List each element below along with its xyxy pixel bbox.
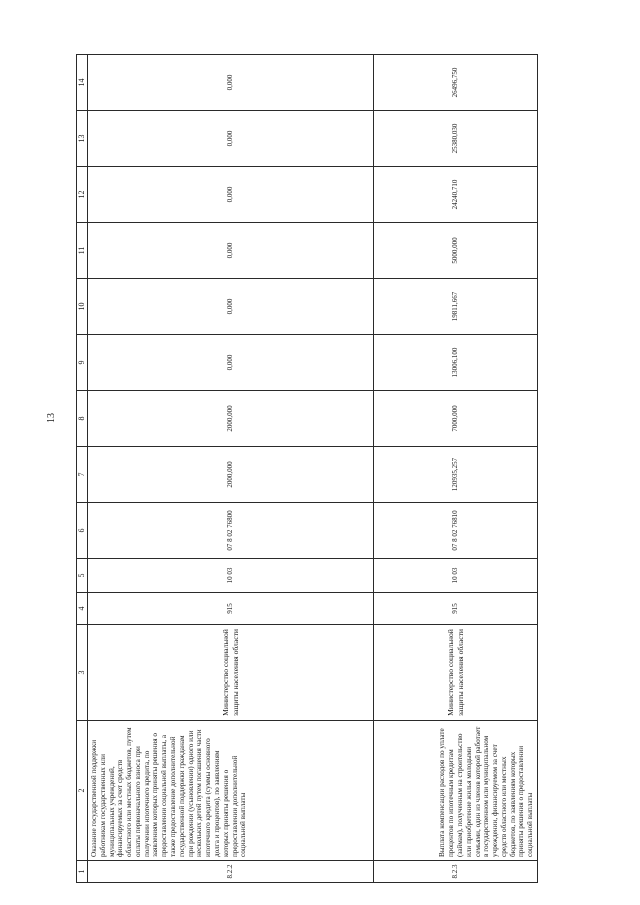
cell-c7: 2000,000 <box>88 447 374 503</box>
cell-c5: 10 03 <box>88 559 374 593</box>
cell-c11: 0,000 <box>88 223 374 279</box>
column-header: 10 <box>77 279 88 335</box>
column-header: 11 <box>77 223 88 279</box>
header-row <box>77 55 88 883</box>
row-code: 8.2.3 <box>374 861 538 883</box>
cell-c5: 10 03 <box>374 559 538 593</box>
column-header: 5 <box>77 559 88 593</box>
column-header: 12 <box>77 167 88 223</box>
column-header: 14 <box>77 55 88 111</box>
row-description: Оказание государственной поддержки работникам государственных или муниципальных учреждений, финансируемых за счет средств областного или местных бюджетов, путем оплаты первоначального взноса при получении ипотечного кредита, по заявлениям которых приняты решения о предоставлении социальной выплаты, а также предоставление дополнительной государственной поддержки гражданам при рождении (усыновлении) одного или нескольких детей путем погашения части ипотечного кредита (суммы основного долга и процентов), по заявлениям которых приняты решения о предоставлении дополнительной социальной выплаты <box>88 721 374 861</box>
cell-c10: 19811,667 <box>374 279 538 335</box>
cell-c4: 915 <box>374 593 538 625</box>
cell-c6: 07 8 02 76800 <box>88 503 374 559</box>
cell-c14: 0,000 <box>88 55 374 111</box>
column-header: 13 <box>77 111 88 167</box>
responsible-organization: Министерство социальной защиты населения области <box>374 625 538 721</box>
rotated-content <box>42 33 535 883</box>
budget-table <box>76 54 538 883</box>
column-header: 3 <box>77 625 88 721</box>
cell-c14: 26496,750 <box>374 55 538 111</box>
column-header: 8 <box>77 391 88 447</box>
cell-c13: 0,000 <box>88 111 374 167</box>
cell-c6: 07 8 02 76810 <box>374 503 538 559</box>
cell-c13: 25380,030 <box>374 111 538 167</box>
cell-c10: 0,000 <box>88 279 374 335</box>
row-description: Выплата компенсации расходов по уплате процентов по ипотечным кредитам (займам), полученным на строительство или приобретение жилья молодыми семьями, один из членов которой работает в государственном или муниципальном учреждении, финансируемом за счет средств областного или местных бюджетов, по заявлениям которых приняты решения о предоставлении социальной выплаты <box>374 721 538 861</box>
table-row <box>374 55 538 883</box>
cell-c8: 2000,000 <box>88 391 374 447</box>
column-header: 6 <box>77 503 88 559</box>
responsible-organization: Министерство социальной защиты населения области <box>88 625 374 721</box>
row-code: 8.2.2 <box>88 861 374 883</box>
cell-c12: 0,000 <box>88 167 374 223</box>
column-header: 1 <box>77 861 88 883</box>
table-row <box>88 55 374 883</box>
column-header: 7 <box>77 447 88 503</box>
page-number: 13 <box>46 413 57 423</box>
cell-c9: 0,000 <box>88 335 374 391</box>
cell-c11: 5000,000 <box>374 223 538 279</box>
cell-c7: 120935,257 <box>374 447 538 503</box>
column-header: 4 <box>77 593 88 625</box>
cell-c4: 915 <box>88 593 374 625</box>
column-header: 2 <box>77 721 88 861</box>
cell-c8: 7000,000 <box>374 391 538 447</box>
column-header: 9 <box>77 335 88 391</box>
cell-c12: 24240,710 <box>374 167 538 223</box>
cell-c9: 13006,100 <box>374 335 538 391</box>
